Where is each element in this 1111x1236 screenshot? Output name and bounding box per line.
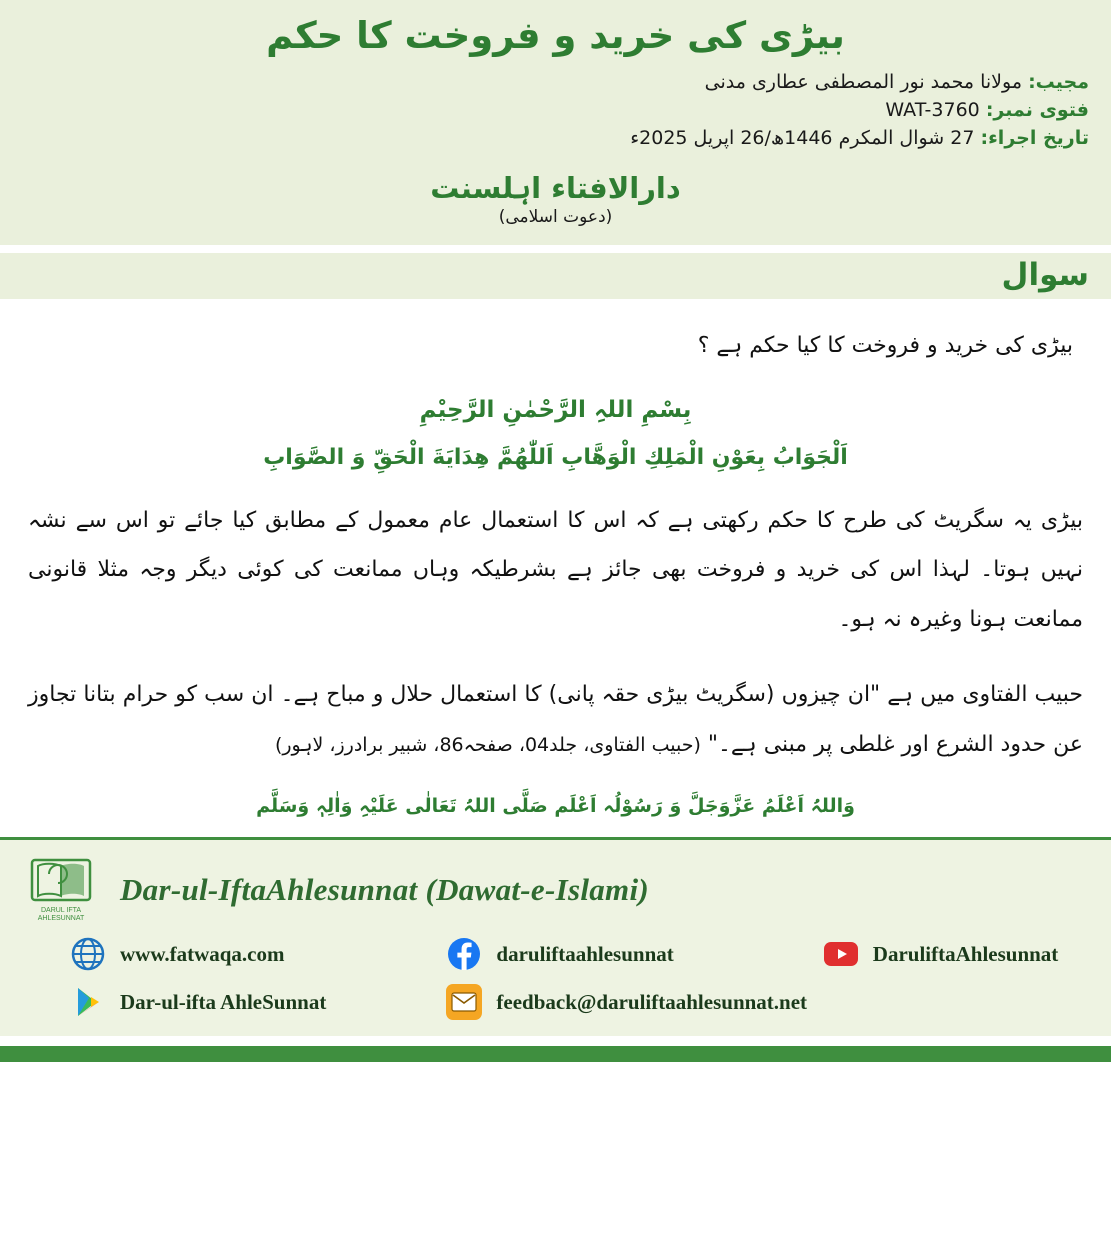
footer-link-email-text: feedback@daruliftaahlesunnat.net — [496, 989, 808, 1014]
jawab-invocation-line: اَلْجَوَابُ بِعَوْنِ الْمَلِكِ الْوَھَّابِ اَللّٰھُمَّ ھِدَايَةَ الْحَقِّ وَ الصَّوَابِ — [263, 444, 848, 470]
footer-links-row-1 — [70, 936, 1093, 972]
organization-subtitle: (دعوت اسلامی) — [498, 207, 613, 227]
answer-paragraph-2-text: حبیب الفتاوی میں ہے "ان چیزوں (سگریٹ بیڑی حقہ پانی) کا استعمال حلال و مباح ہے۔ ان سب کو حرام بتانا تجاوز عن حدود الشرع اور غلطی پر مبنی ہے۔" — [28, 682, 1083, 757]
footer-brand-text: Dar-ul-IftaAhlesunnat (Dawat-e-Islami) — [120, 872, 649, 908]
document-header — [0, 0, 1111, 245]
footer-spacer — [0, 1036, 1111, 1046]
meta-label-mujeeb: مجیب: — [1028, 71, 1089, 93]
meta-row-issue-date — [22, 127, 1089, 149]
footer-link-youtube-text: DaruliftaAhlesunnat — [872, 941, 1059, 966]
meta-label-fatwa-number: فتوی نمبر: — [985, 99, 1089, 121]
footer-links — [18, 936, 1093, 1020]
footer-link-youtube[interactable] — [823, 936, 1093, 972]
darul-ifta-logo-icon — [18, 854, 104, 926]
footer-brand-row — [18, 850, 1093, 936]
question-heading-band — [0, 253, 1111, 299]
meta-label-issue-date: تاریخ اجراء: — [980, 127, 1089, 149]
meta-value-mujeeb: مولانا محمد نور المصطفی عطاری مدنی — [704, 71, 1023, 93]
answer-paragraph-2 — [28, 670, 1083, 769]
svg-text:DARUL IFTA: DARUL IFTA — [40, 907, 82, 915]
footer-link-playstore-text: Dar-ul-ifta AhleSunnat — [120, 989, 327, 1014]
answer-reference: (حبیب الفتاوی، جلد04، صفحہ86، شبیر برادرز، لاہور) — [274, 733, 701, 756]
basmala-line: بِسْمِ اللہِ الرَّحْمٰنِ الرَّحِيْمِ — [419, 396, 692, 423]
footer-link-facebook-text: daruliftaahlesunnat — [496, 941, 674, 966]
meta-value-fatwa-number: WAT-3760 — [885, 99, 980, 121]
footer-link-playstore[interactable] — [70, 984, 446, 1020]
meta-value-issue-date: 27 شوال المکرم 1446ھ/26 اپریل 2025ء — [630, 127, 975, 149]
youtube-icon — [823, 936, 859, 972]
globe-icon — [70, 936, 106, 972]
footer-link-facebook[interactable] — [446, 936, 822, 972]
document-footer — [0, 837, 1111, 1036]
footer-link-email[interactable] — [446, 984, 822, 1020]
footer-links-row-2 — [70, 984, 1093, 1020]
svg-text:AHLESUNNAT: AHLESUNNAT — [37, 915, 85, 923]
closing-line: وَاللہُ اَعْلَمُ عَزَّوَجَلَّ وَ رَسُوْلُہ اَعْلَم صَلَّی اللہُ تَعَالٰی عَلَیْہِ وَاٰلِہٖ وَسَلَّم — [256, 795, 855, 818]
question-heading: سوال — [1001, 257, 1089, 293]
organization-name: دارالافتاء اہلسنت — [430, 171, 681, 205]
question-text: بیڑی کی خرید و فروخت کا کیا حکم ہے ؟ — [697, 333, 1073, 358]
answer-paragraph-1: بیڑی یہ سگریٹ کی طرح کا حکم رکھتی ہے کہ اس کا استعمال عام معمول کے مطابق کیا جائے تو اس سے نشہ نہیں ہوتا۔ لہذا اس کی خرید و فروخت بھی جائز ہے بشرطیکہ وہاں ممانعت کی کوئی دیگر وجہ مثلا قانونی ممانعت ہونا وغیرہ نہ ہو۔ — [28, 507, 1083, 632]
document-body — [0, 299, 1111, 837]
meta-row-fatwa-number — [22, 99, 1089, 121]
footer-link-website[interactable] — [70, 936, 446, 972]
page-title: بیڑی کی خرید و فروخت کا حکم — [266, 14, 845, 57]
playstore-icon — [70, 984, 106, 1020]
meta-row-mujeeb — [22, 71, 1089, 93]
email-icon — [446, 984, 482, 1020]
footer-link-website-text: www.fatwaqa.com — [120, 941, 285, 966]
facebook-icon — [446, 936, 482, 972]
footer-bottom-bar — [0, 1046, 1111, 1062]
